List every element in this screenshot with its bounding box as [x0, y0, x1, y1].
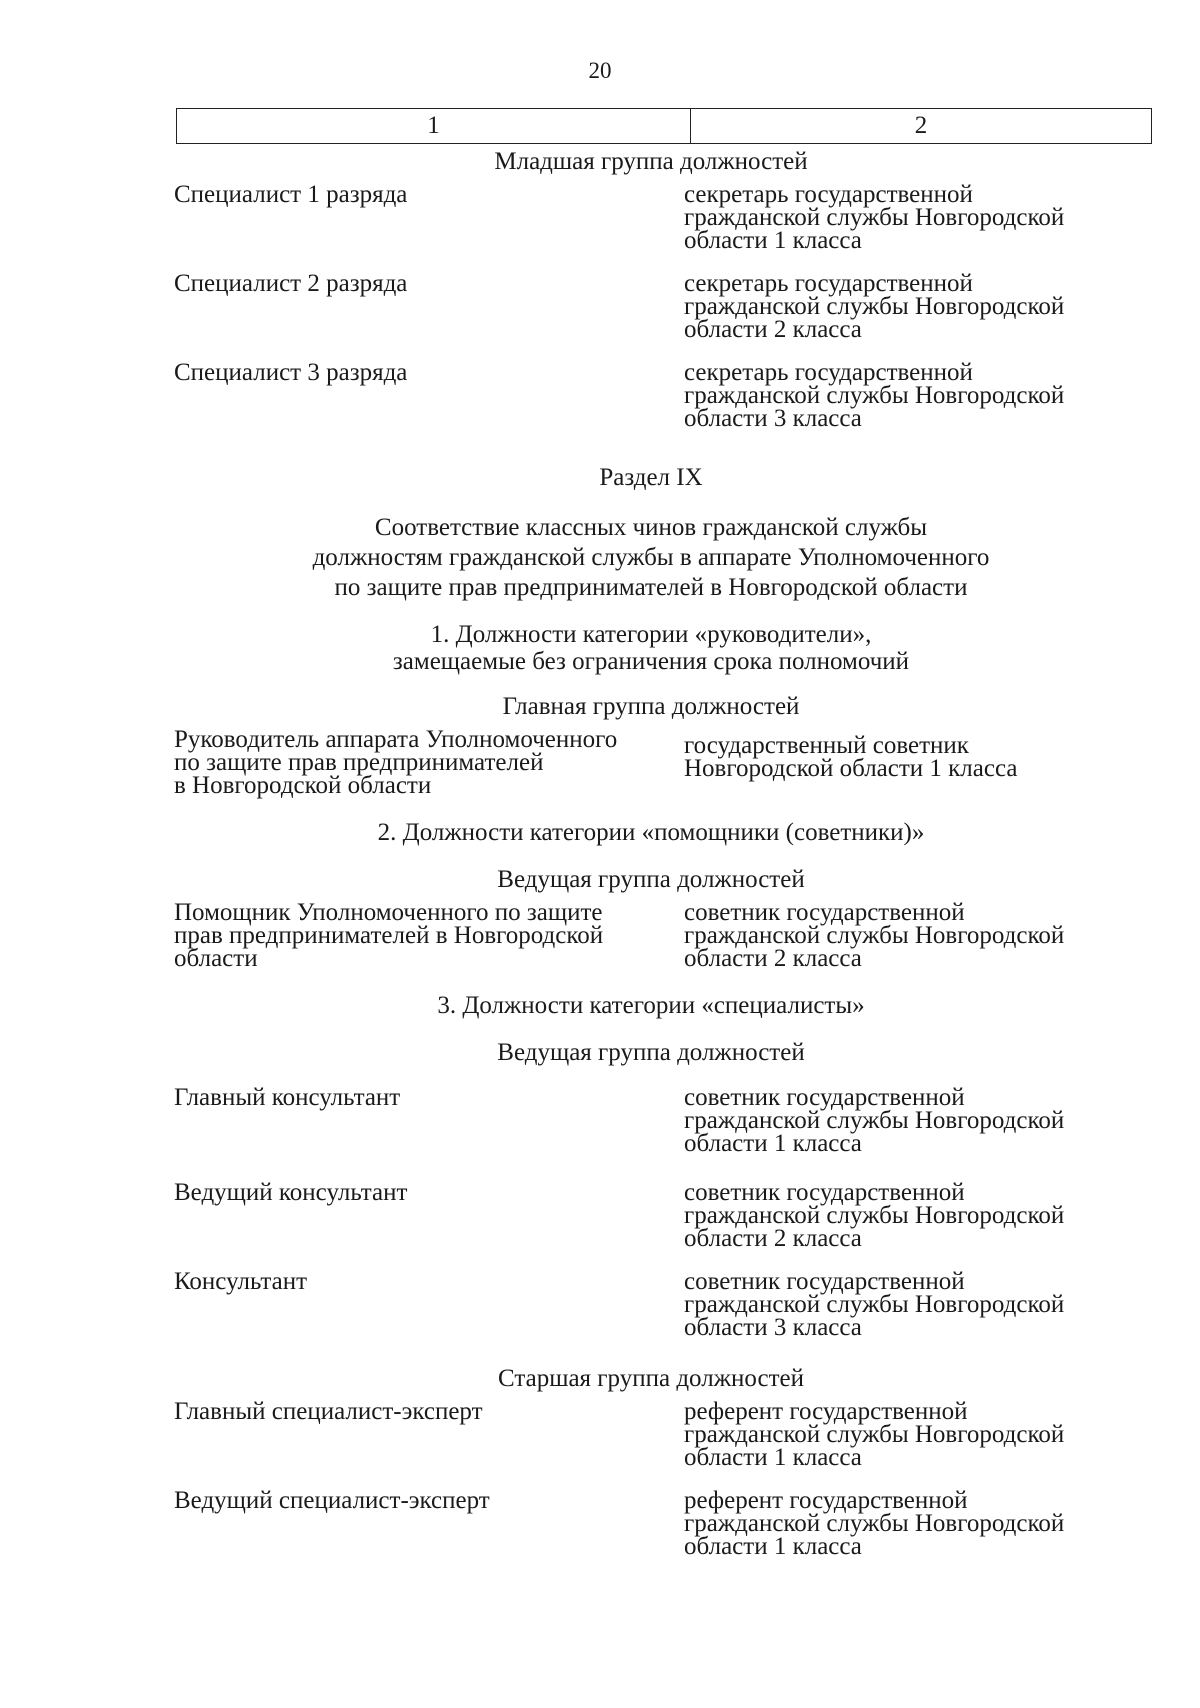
page-number: 20	[588, 58, 612, 83]
category-title-line: замещаемые без ограничения срока полномочий	[392, 648, 910, 675]
table-row	[174, 361, 1128, 430]
position-line: прав предпринимателей в Новгородской	[174, 922, 604, 949]
section-heading: Раздел IX	[599, 464, 703, 491]
table-row	[174, 1181, 1128, 1250]
table-row	[174, 1400, 1128, 1469]
rank-line: области 2 класса	[684, 1225, 862, 1252]
rank-line: области 2 класса	[684, 316, 862, 343]
position-name	[174, 901, 684, 970]
position-name: Главный консультант	[174, 1084, 401, 1111]
rank-line: области 3 класса	[684, 405, 862, 432]
rank-line: референт государственной	[684, 1487, 968, 1514]
rank-line: советник государственной	[684, 1084, 965, 1111]
rank-line: области 2 класса	[684, 945, 862, 972]
rank-line: секретарь государственной	[684, 359, 973, 386]
rank-line: советник государственной	[684, 899, 965, 926]
section-title-line: по защите прав предпринимателей в Новгородской области	[334, 574, 968, 601]
rank-line: области 1 класса	[684, 1444, 862, 1471]
rank-line: секретарь государственной	[684, 181, 973, 208]
category-title-line: 1. Должности категории «руководители»,	[430, 621, 872, 648]
group-heading-junior: Младшая группа должностей	[494, 148, 808, 175]
table-row	[174, 728, 1128, 797]
rank-line: области 1 класса	[684, 227, 862, 254]
rank-line: гражданской службы Новгородской	[684, 1291, 1065, 1318]
table-row	[174, 1489, 1128, 1558]
class-rank	[684, 272, 1128, 341]
rank-line: гражданской службы Новгородской	[684, 1107, 1065, 1134]
column-header-1: 1	[177, 109, 691, 143]
section-title-line: Соответствие классных чинов гражданской службы	[374, 514, 928, 541]
rank-line: секретарь государственной	[684, 270, 973, 297]
table-row	[174, 272, 1128, 341]
class-rank	[684, 901, 1128, 970]
table-row	[174, 901, 1128, 970]
rank-line: гражданской службы Новгородской	[684, 204, 1065, 231]
group-heading-main: Главная группа должностей	[502, 693, 800, 720]
position-line: Помощник Уполномоченного по защите	[174, 899, 603, 926]
table-header	[176, 108, 1152, 144]
document-body	[174, 148, 1128, 1558]
rank-line: гражданской службы Новгородской	[684, 382, 1065, 409]
position-name: Консультант	[174, 1268, 308, 1295]
class-rank	[684, 728, 1128, 797]
rank-line: области 1 класса	[684, 1130, 862, 1157]
rank-line: советник государственной	[684, 1268, 965, 1295]
rank-line: гражданской службы Новгородской	[684, 1202, 1065, 1229]
section-title-line: должностям гражданской службы в аппарате Уполномоченного	[312, 544, 990, 571]
category-3-title: 3. Должности категории «специалисты»	[437, 992, 865, 1019]
position-name: Специалист 3 разряда	[174, 359, 408, 386]
class-rank	[684, 1489, 1128, 1558]
position-line: области	[174, 945, 258, 972]
position-line: Руководитель аппарата Уполномоченного	[174, 726, 618, 753]
group-heading-leading: Ведущая группа должностей	[497, 1039, 805, 1066]
group-heading-senior: Старшая группа должностей	[498, 1365, 804, 1392]
rank-line: области 1 класса	[684, 1533, 862, 1560]
rank-line: государственный советник	[684, 732, 969, 759]
class-rank	[684, 1270, 1128, 1339]
rank-line: советник государственной	[684, 1179, 965, 1206]
section-title	[174, 513, 1128, 603]
rank-line: области 3 класса	[684, 1314, 862, 1341]
class-rank	[684, 1086, 1128, 1155]
rank-line: гражданской службы Новгородской	[684, 922, 1065, 949]
position-name: Специалист 1 разряда	[174, 181, 408, 208]
position-line: в Новгородской области	[174, 772, 432, 799]
group-heading-leading: Ведущая группа должностей	[497, 866, 805, 893]
class-rank	[684, 1181, 1128, 1250]
table-row	[174, 1086, 1128, 1155]
position-name: Главный специалист-эксперт	[174, 1398, 483, 1425]
position-name: Ведущий специалист-эксперт	[174, 1487, 490, 1514]
class-rank	[684, 183, 1128, 252]
rank-line: гражданской службы Новгородской	[684, 293, 1065, 320]
rank-line: гражданской службы Новгородской	[684, 1510, 1065, 1537]
position-name: Ведущий консультант	[174, 1179, 408, 1206]
class-rank	[684, 1400, 1128, 1469]
category-1-title	[174, 621, 1128, 675]
category-2-title: 2. Должности категории «помощники (советники)»	[377, 819, 925, 846]
rank-line: Новгородской области 1 класса	[684, 755, 1018, 782]
rank-line: референт государственной	[684, 1398, 968, 1425]
column-header-2: 2	[914, 112, 928, 139]
rank-line: гражданской службы Новгородской	[684, 1421, 1065, 1448]
table-row	[174, 183, 1128, 252]
class-rank	[684, 361, 1128, 430]
table-row	[174, 1270, 1128, 1339]
position-name	[174, 728, 684, 797]
position-name: Специалист 2 разряда	[174, 270, 408, 297]
position-line: по защите прав предпринимателей	[174, 749, 544, 776]
